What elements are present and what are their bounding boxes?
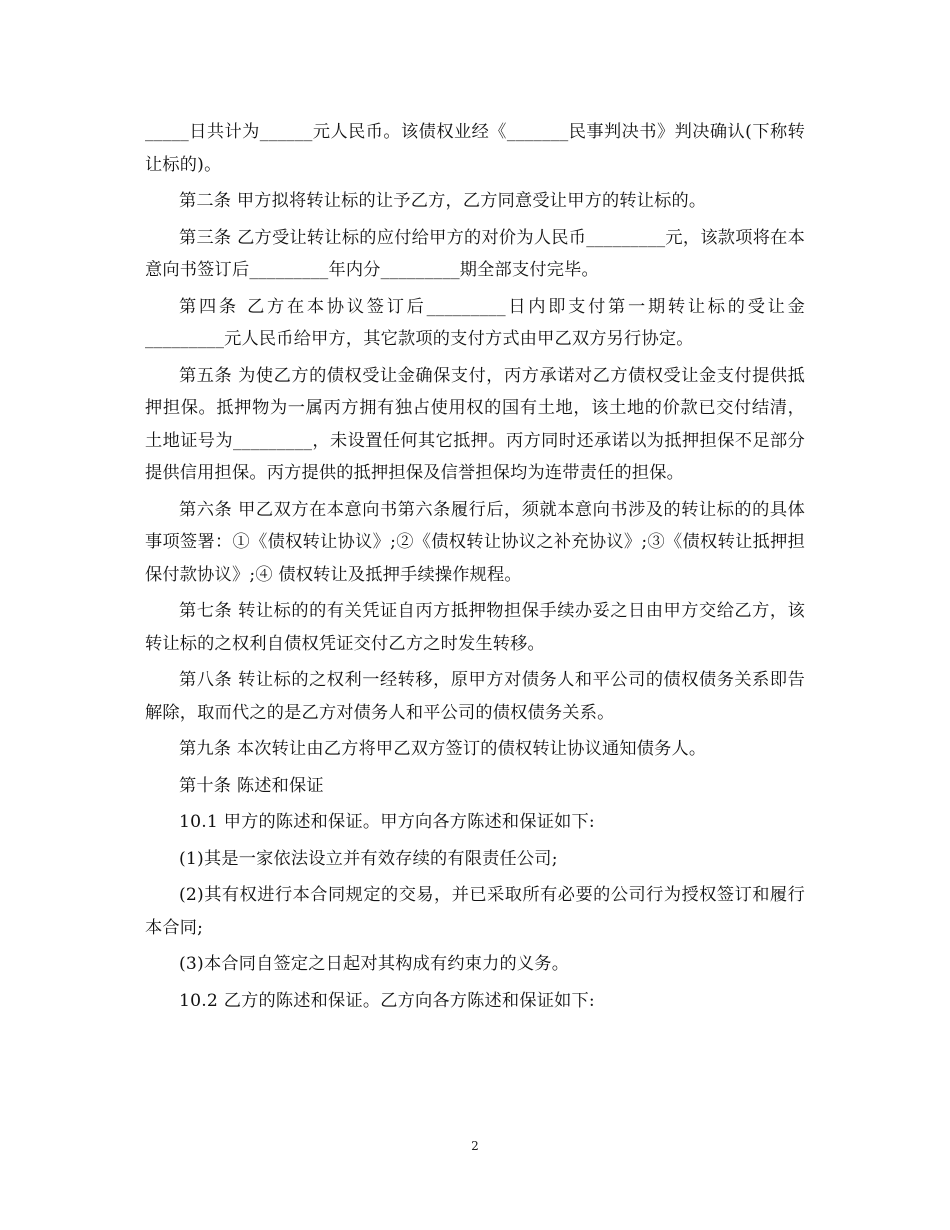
paragraph-section-10-1: 10.1 甲方的陈述和保证。甲方向各方陈述和保证如下: <box>179 812 595 832</box>
document-body <box>145 116 805 1021</box>
paragraph-article-3: 第三条 乙方受让转让标的应付给甲方的对价为人民币_________元，该款项将在本意向书签订后_________年内分_________期全部支付完毕。 <box>145 227 805 280</box>
paragraph-article-4: 第四条 乙方在本协议签订后_________日内即支付第一期转让标的受让金_________元人民币给甲方，其它款项的支付方式由甲乙双方另行协定。 <box>145 296 805 349</box>
page-number: 2 <box>471 1139 479 1153</box>
paragraph-continuation: _____日共计为______元人民币。该债权业经《_______民事判决书》判决确认(下称转让标的)。 <box>145 122 805 175</box>
paragraph-section-10-2: 10.2 乙方的陈述和保证。乙方向各方陈述和保证如下: <box>179 990 595 1011</box>
paragraph-article-5: 第五条 为使乙方的债权受让金确保支付，丙方承诺对乙方债权受让金支付提供抵押担保。抵押物为一属丙方拥有独占使用权的国有土地，该土地的价款已交付结清，土地证号为_________，未设置任何其它抵押。丙方同时还承诺以为抵押担保不足部分提供信用担保。丙方提供的抵押担保及信誉担保均为连带责任的担保。 <box>145 365 805 483</box>
paragraph-article-2: 第二条 甲方拟将转让标的让予乙方，乙方同意受让甲方的转让标的。 <box>179 191 707 211</box>
paragraph-article-6: 第六条 甲乙双方在本意向书第六条履行后，须就本意向书涉及的转让标的的具体事项签署：①《债权转让协议》;②《债权转让协议之补充协议》;③《债权转让抵押担保付款协议》;④ 债权转让及抵押手续操作规程。 <box>145 499 805 585</box>
paragraph-item-3: (3)本合同自签定之日起对其构成有约束力的义务。 <box>179 954 570 974</box>
paragraph-article-9: 第九条 本次转让由乙方将甲乙双方签订的债权转让协议通知债务人。 <box>179 739 707 759</box>
paragraph-item-2: (2)其有权进行本合同规定的交易，并已采取所有必要的公司行为授权签订和履行本合同; <box>145 885 805 938</box>
paragraph-article-8: 第八条 转让标的之权利一经转移，原甲方对债务人和平公司的债权债务关系即告解除，取而代之的是乙方对债务人和平公司的债权债务关系。 <box>145 670 805 723</box>
paragraph-article-10-heading: 第十条 陈述和保证 <box>179 775 324 796</box>
paragraph-item-1: (1)其是一家依法设立并有效存续的有限责任公司; <box>179 848 558 869</box>
paragraph-article-7: 第七条 转让标的的有关凭证自丙方抵押物担保手续办妥之日由甲方交给乙方，该转让标的之权利自债权凭证交付乙方之时发生转移。 <box>145 601 805 654</box>
